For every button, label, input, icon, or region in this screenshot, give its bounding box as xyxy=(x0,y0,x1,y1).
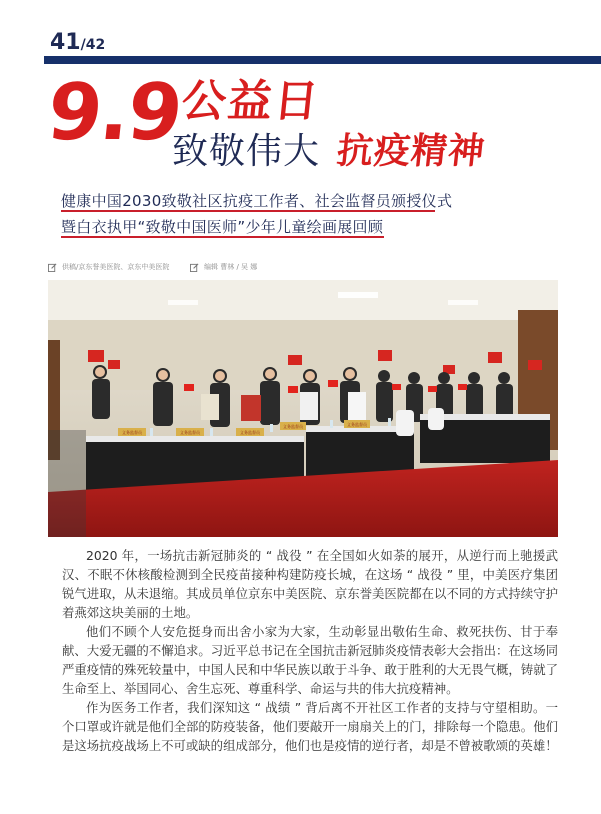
credit-editor xyxy=(190,262,257,272)
article-paragraph: 2020 年，一场抗击新冠肺炎的 “ 战役 ” 在全国如火如荼的展开，从逆行而上驰援武汉、不眠不休核酸检测到全民疫苗接种构建防疫长城，在这场 “ 战役 ” 里，中美医疗集团锐气进取，从未退缩。其成员单位京东中美医院、京东誉美医院都在以不同的方式持续守护着燕郊这块美丽的土地。 xyxy=(62,548,558,620)
photo-banner: 义务监督员 xyxy=(347,422,367,427)
credit-source xyxy=(48,262,169,272)
edit-icon xyxy=(190,263,199,272)
photo-banner: 义务监督员 xyxy=(283,424,303,429)
page-number: 41/42 xyxy=(50,30,106,55)
event-photo xyxy=(48,280,558,537)
title-date: 9.9 xyxy=(43,68,185,158)
photo-banner: 义务监督员 xyxy=(122,430,142,435)
title-charity-day: 公益日 xyxy=(179,76,323,127)
credit-source-text: 供稿/京东誉美医院、京东中美医院 xyxy=(62,263,170,271)
subtitle-line-1: 健康中国2030致敬社区抗疫工作者、社会监督员颁授仪式 xyxy=(61,192,453,210)
header-bar xyxy=(44,56,601,64)
page-number-current: 41 xyxy=(50,30,81,55)
page-number-total: 42 xyxy=(85,37,106,53)
article-paragraph: 他们不顾个人安危挺身而出舍小家为大家，生动彰显出敬佑生命、救死扶伤、甘于奉献、大爱无疆的不懈追求。习近平总书记在全国抗击新冠肺炎疫情表彰大会指出：在这场同严重疫情的殊死较量中，中国人民和中华民族以敢于斗争、敢于胜利的大无畏气概，铸就了生命至上、举国同心、舍生忘死、尊重科学、命运与共的伟大抗疫精神。 xyxy=(62,624,558,696)
subtitle-underline-1 xyxy=(61,210,435,212)
credit-editor-text: 编辑 曹林 / 吴 娜 xyxy=(204,263,258,271)
subtitle-underline-2 xyxy=(61,236,384,238)
article-paragraph: 作为医务工作者，我们深知这 “ 战绩 ” 背后离不开社区工作者的支持与守望相助。一个口罩或许就是他们全部的防疫装备，他们要敲开一扇扇关上的门，排除每一个隐患。他们是这场抗疫战场上不可或缺的组成部分，他们也是疫情的逆行者，却是不曾被歌颂的英雄！ xyxy=(62,700,558,753)
subtitle-line-2: 暨白衣执甲“致敬中国医师”少年儿童绘画展回顾 xyxy=(61,218,384,236)
title-salute: 致敬伟大 xyxy=(172,131,321,172)
photo-banner: 义务监督员 xyxy=(180,430,200,435)
photo-banner: 义务监督员 xyxy=(240,430,260,435)
title-spirit: 抗疫精神 xyxy=(334,131,488,172)
edit-icon xyxy=(48,263,57,272)
article-body xyxy=(62,546,558,755)
